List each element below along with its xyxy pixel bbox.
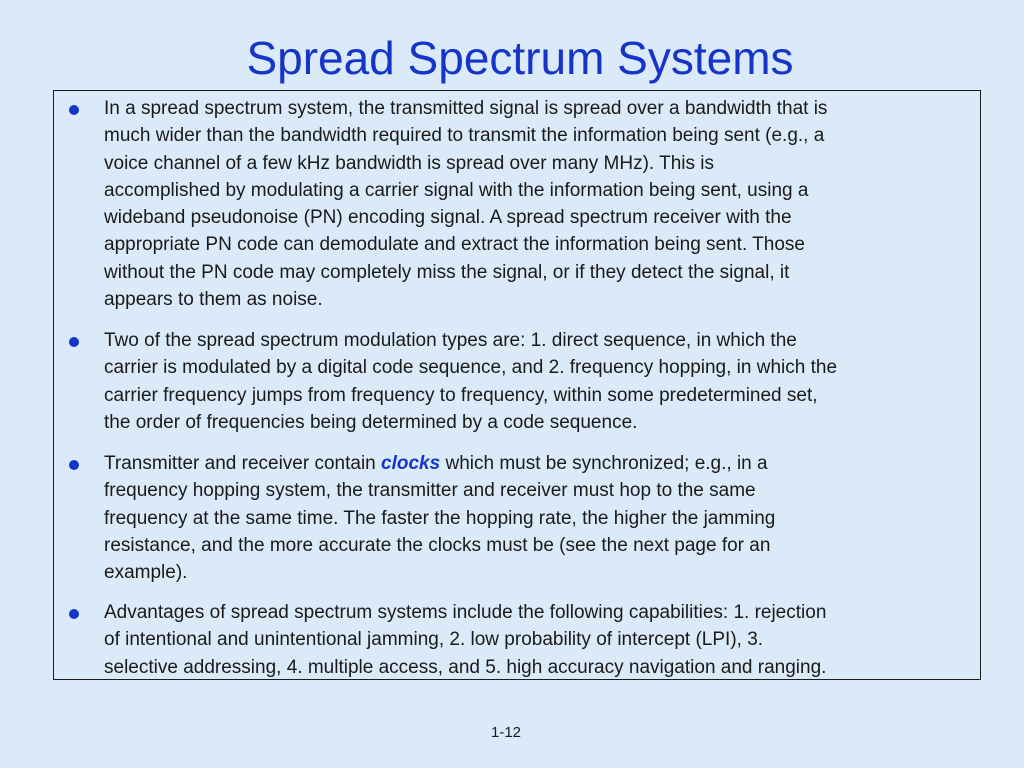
bullet-dot-icon	[69, 460, 79, 470]
content-box	[53, 90, 981, 680]
bullet-text: In a spread spectrum system, the transmitted signal is spread over a bandwidth that is much wider than the bandwidth required to transmit the information being sent (e.g., a voice channel of a few kHz bandwidth is spread over many MHz). This is accomplished by modulating a carrier signal with the information being sent, using a wideband pseudonoise (PN) encoding signal. A spread spectrum receiver with the appropriate PN code can demodulate and extract the information being sent. Those without the PN code may completely miss the signal, or if they detect the signal, it appears to them as noise.	[104, 98, 828, 311]
bullet-dot-icon	[69, 609, 79, 619]
bullet-dot-icon	[69, 337, 79, 347]
bullet-dot-icon	[69, 105, 79, 115]
bullet-text: Two of the spread spectrum modulation types are: 1. direct sequence, in which the carrier is modulated by a digital code sequence, and 2. frequency hopping, in which the carrier frequency jumps from frequency to frequency, within some predetermined set, the order of frequencies being determined by a code sequence.	[104, 330, 838, 433]
slide-title: Spread Spectrum Systems	[246, 32, 794, 84]
bullet-text-rest: which must be synchronized; e.g., in a frequency hopping system, the transmitter and receiver must hop to the same frequency at the same time. The faster the hopping rate, the higher the jamming resistance, and the more accurate the clocks must be (see the next page for an example).	[104, 453, 776, 584]
bullet-text	[104, 450, 982, 586]
bullet-text: Advantages of spread spectrum systems include the following capabilities: 1. rejection of intentional and unintentional jamming, 2. low probability of intercept (LPI), 3. selective addressing, 4. multiple access, and 5. high accuracy navigation and ranging.	[104, 602, 827, 678]
bullet-text-lead: Transmitter and receiver contain	[104, 453, 382, 474]
clocks-emphasis: clocks	[381, 453, 441, 474]
page-number: 1-12	[491, 724, 522, 741]
